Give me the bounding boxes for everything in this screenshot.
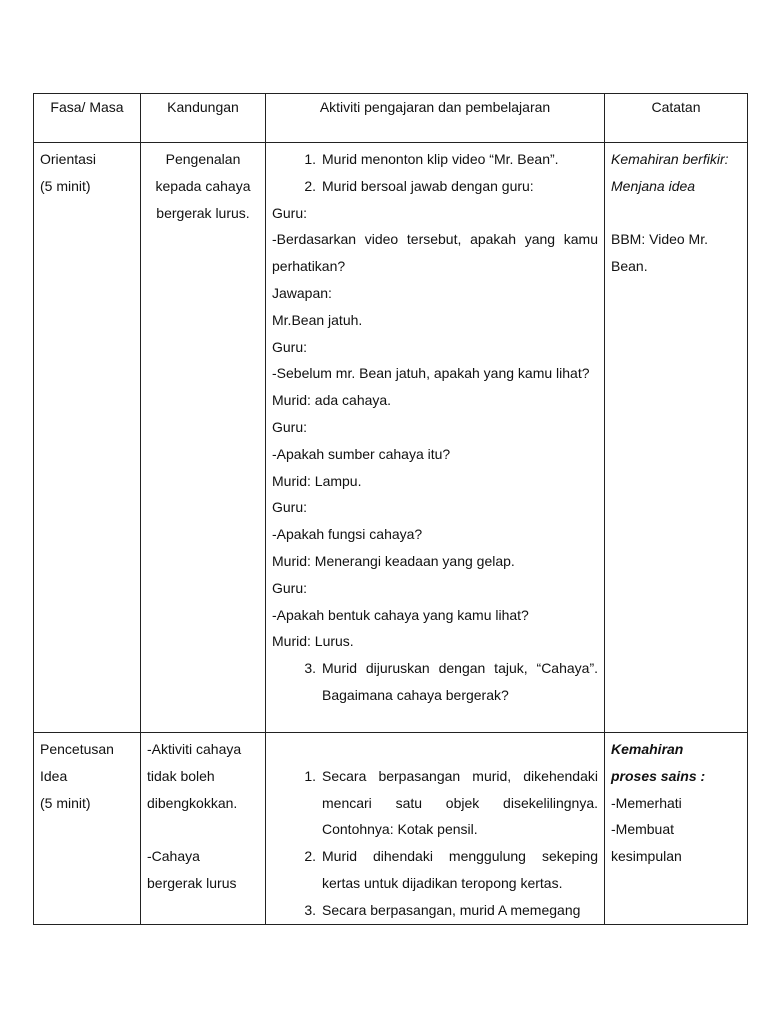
dialogue-line: -Apakah bentuk cahaya yang kamu lihat? — [272, 606, 529, 623]
catatan-bbm: BBM: Video Mr. Bean. — [611, 231, 709, 275]
lesson-plan-table — [33, 93, 748, 925]
dialogue-line: -Sebelum mr. Bean jatuh, apakah yang kamu lihat? — [272, 365, 590, 382]
kandungan-line: Pengenalan — [165, 151, 241, 167]
dialogue-line: Guru: — [272, 338, 308, 355]
dialogue-line: -Apakah fungsi cahaya? — [272, 526, 423, 543]
dialogue-block — [272, 200, 598, 656]
kandungan-line: -Cahaya — [147, 848, 200, 865]
header-fasa: Fasa/ Masa — [34, 94, 141, 143]
activity-list — [272, 146, 598, 200]
cell-kandungan — [141, 733, 266, 925]
dialogue-line: Murid: Lurus. — [272, 633, 354, 650]
cell-fasa — [34, 143, 141, 733]
spacer — [147, 816, 259, 843]
dialogue-line: Murid: ada cahaya. — [272, 392, 392, 409]
dialogue-line: Murid: Menerangi keadaan yang gelap. — [272, 552, 515, 569]
fasa-line: Idea — [40, 767, 68, 784]
dialogue-line: -Apakah sumber cahaya itu? — [272, 445, 451, 462]
list-item: 2. Murid dihendaki menggulung sekeping kertas untuk dijadikan teropong kertas. — [304, 848, 598, 891]
catatan-item: -Membuat — [611, 821, 675, 838]
list-item: 2. Murid bersoal jawab dengan guru: — [304, 177, 534, 194]
catatan-heading: proses sains : — [611, 767, 706, 784]
fasa-line: Orientasi — [40, 151, 97, 167]
kandungan-line: -Aktiviti cahaya — [147, 741, 242, 757]
cell-aktiviti — [266, 733, 605, 925]
list-item: 3. Secara berpasangan, murid A memegang — [304, 901, 581, 918]
catatan-kemahiran: Kemahiran berfikir: Menjana idea — [611, 151, 729, 194]
dialogue-line: Jawapan: — [272, 284, 332, 301]
kandungan-line: tidak boleh — [147, 767, 215, 784]
table-row-pencetusan — [34, 733, 748, 925]
header-aktiviti: Aktiviti pengajaran dan pembelajaran — [266, 94, 605, 143]
fasa-line: Pencetusan — [40, 741, 114, 757]
kandungan-line: bergerak lurus — [147, 874, 237, 891]
dialogue-line: Murid: Lampu. — [272, 472, 362, 489]
cell-aktiviti — [266, 143, 605, 733]
header-row — [34, 94, 748, 143]
activity-list — [272, 655, 598, 709]
catatan-item: kesimpulan — [611, 848, 682, 865]
spacer — [611, 200, 741, 227]
fasa-line: (5 minit) — [40, 794, 91, 811]
activity-list — [272, 763, 598, 924]
cell-kandungan — [141, 143, 266, 733]
kandungan-line: kepada cahaya — [155, 177, 251, 194]
spacer — [272, 736, 598, 763]
list-item: 1. Secara berpasangan murid, dikehendaki mencari satu objek disekelilingnya. Contohnya: Kotak pensil. — [304, 767, 598, 838]
cell-catatan — [605, 143, 748, 733]
kandungan-line: dibengkokkan. — [147, 794, 238, 811]
header-catatan: Catatan — [605, 94, 748, 143]
catatan-heading: Kemahiran — [611, 741, 684, 757]
dialogue-line: Guru: — [272, 418, 308, 435]
dialogue-line: Guru: — [272, 579, 308, 596]
catatan-item: -Memerhati — [611, 794, 682, 811]
dialogue-line: Guru: — [272, 204, 308, 221]
dialogue-line: Guru: — [272, 499, 308, 516]
list-item: 3. Murid dijuruskan dengan tajuk, “Cahaya”. Bagaimana cahaya bergerak? — [304, 660, 598, 703]
kandungan-line: bergerak lurus. — [156, 204, 250, 221]
list-item: 1. Murid menonton klip video “Mr. Bean”. — [304, 151, 559, 167]
table-row-orientasi — [34, 143, 748, 733]
dialogue-line: Mr.Bean jatuh. — [272, 311, 363, 328]
dialogue-line: -Berdasarkan video tersebut, apakah yang kamu perhatikan? — [272, 231, 598, 275]
fasa-line: (5 minit) — [40, 177, 91, 194]
cell-catatan — [605, 733, 748, 925]
cell-fasa — [34, 733, 141, 925]
header-kandungan: Kandungan — [141, 94, 266, 143]
